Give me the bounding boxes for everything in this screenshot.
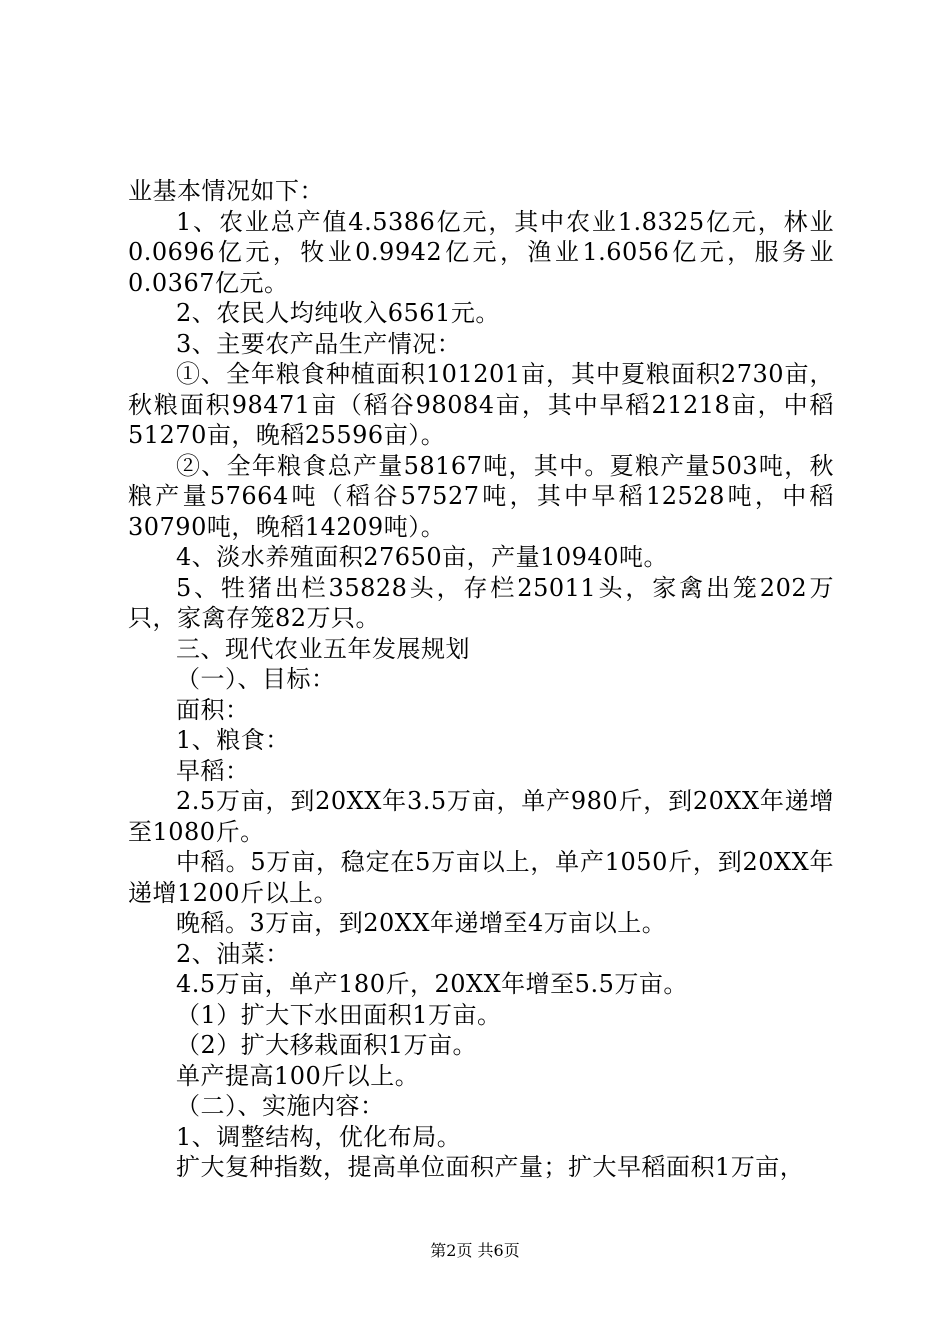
paragraph: （1）扩大下水田面积1万亩。 [176, 1000, 502, 1029]
body-text [128, 176, 834, 1183]
paragraph: 1、农业总产值4.5386亿元，其中农业1.8325亿元，林业0.0696亿元，牧业0.9942亿元，渔业1.6056亿元，服务业0.0367亿元。 [128, 207, 834, 297]
paragraph: 4、淡水养殖面积27650亩，产量10940吨。 [176, 543, 668, 571]
paragraph: 1、调整结构，优化布局。 [176, 1122, 462, 1151]
paragraph: 2、农民人均纯收入6561元。 [176, 299, 500, 327]
paragraph: 晚稻。3万亩，到20XX年递增至4万亩以上。 [176, 909, 667, 937]
paragraph: 面积： [176, 695, 250, 724]
paragraph: 早稻： [176, 756, 250, 785]
paragraph: 2、油菜： [176, 939, 290, 968]
paragraph: （一）、目标： [176, 665, 336, 693]
page-footer: 第2页 共6页 [430, 1241, 520, 1260]
paragraph: 业基本情况如下： [128, 177, 324, 205]
paragraph: 三、现代农业五年发展规划 [176, 634, 470, 663]
paragraph: 5、牲猪出栏35828头，存栏25011头，家禽出笼202万只，家禽存笼82万只。 [128, 573, 834, 632]
paragraph: 中稻。5万亩，稳定在5万亩以上，单产1050斤，到20XX年递增1200斤以上。 [128, 848, 834, 907]
paragraph: 3、主要农产品生产情况： [176, 329, 462, 358]
paragraph: 2.5万亩，到20XX年3.5万亩，单产980斤，到20XX年递增至1080斤。 [128, 787, 834, 846]
paragraph: ①、全年粮食种植面积101201亩，其中夏粮面积2730亩，秋粮面积98471亩（稻谷98084亩，其中早稻21218亩，中稻51270亩，晚稻25596亩）。 [128, 360, 834, 449]
paragraph: 1、粮食： [176, 726, 290, 754]
paragraph: 扩大复种指数，提高单位面积产量；扩大早稻面积1万亩， [176, 1153, 805, 1181]
paragraph: （二）、实施内容： [176, 1092, 385, 1120]
paragraph: 4.5万亩，单产180斤，20XX年增至5.5万亩。 [176, 970, 688, 998]
paragraph: （2）扩大移栽面积1万亩。 [176, 1031, 478, 1059]
paragraph: 单产提高100斤以上。 [176, 1061, 420, 1090]
paragraph: ②、全年粮食总产量58167吨，其中。夏粮产量503吨，秋粮产量57664吨（稻谷57527吨，其中早稻12528吨，中稻30790吨，晚稻14209吨）。 [128, 451, 834, 541]
